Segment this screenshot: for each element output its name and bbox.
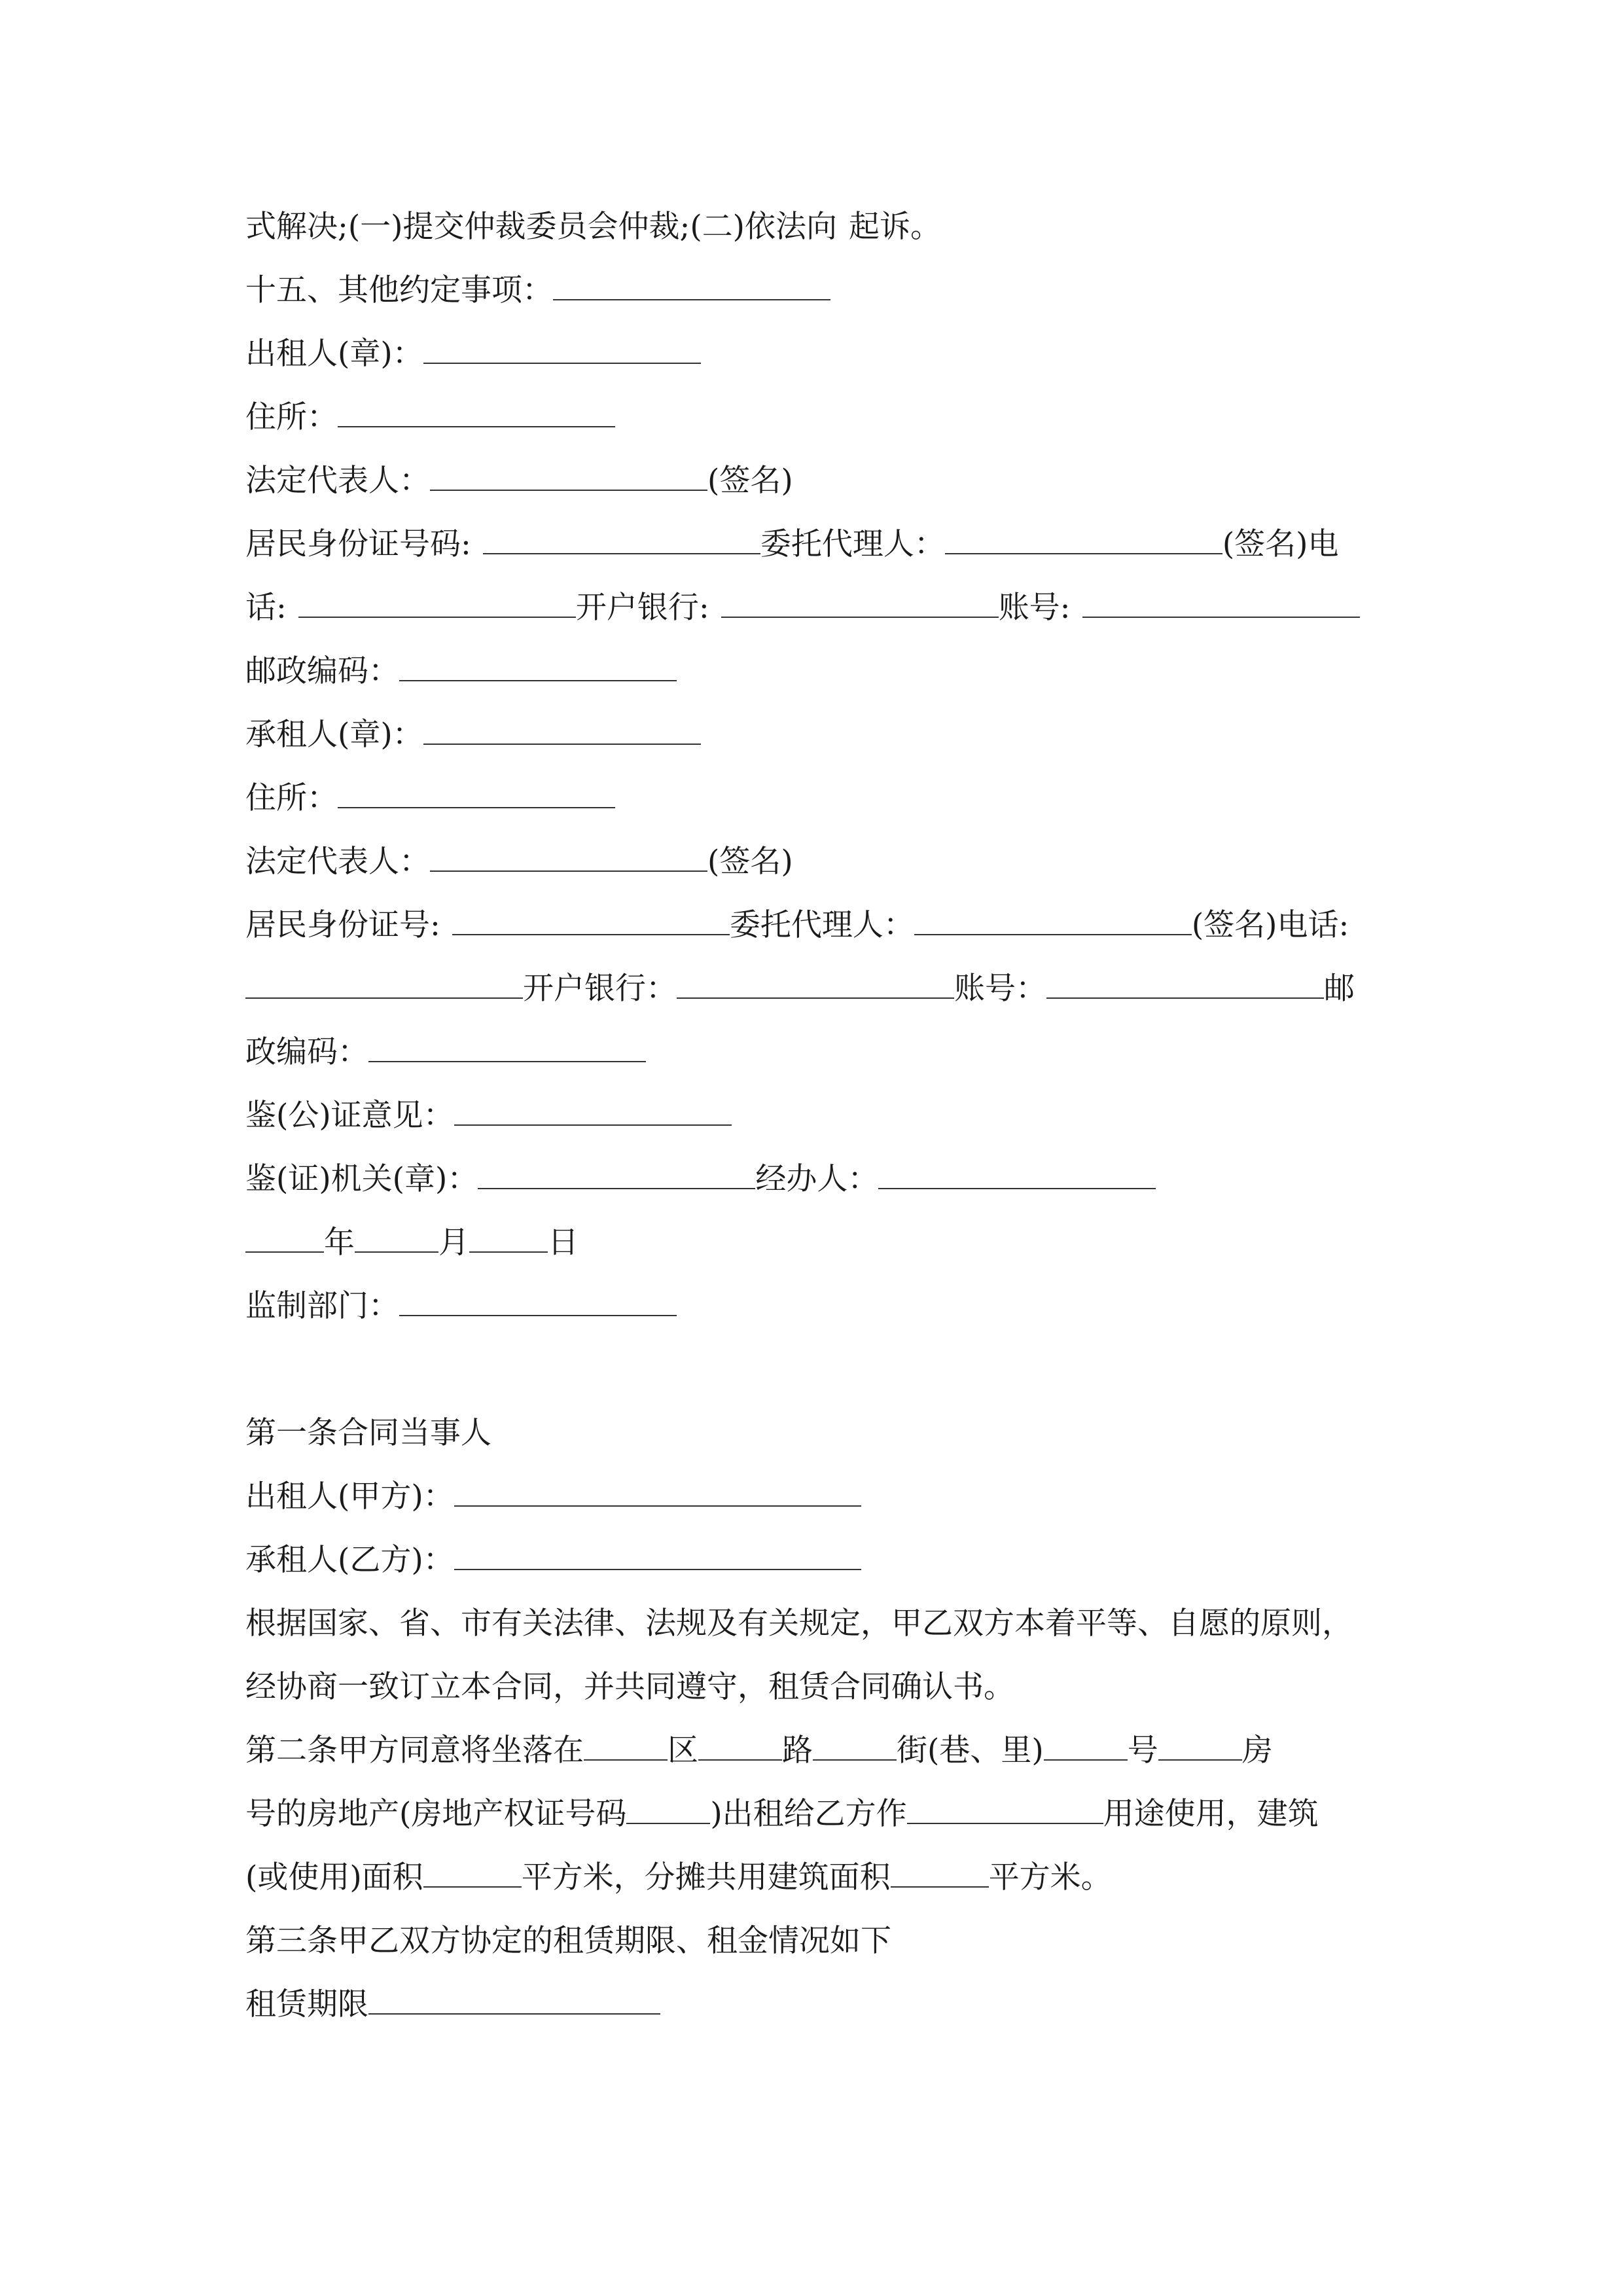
lessee-agent-sign: (签名)电话: xyxy=(1191,907,1349,943)
article-1-title: 第一条合同当事人 xyxy=(245,1415,491,1451)
lessor-address-label: 住所： xyxy=(245,399,338,435)
year-label: 年 xyxy=(324,1225,355,1261)
cert-number-blank[interactable] xyxy=(626,1798,710,1824)
lessee-postcode-row xyxy=(245,1026,646,1079)
lessee-address-blank[interactable] xyxy=(338,782,615,808)
supervision-label: 监制部门： xyxy=(245,1288,399,1324)
notary-opinion-row xyxy=(245,1090,732,1142)
lessor-bank-label: 开户银行: xyxy=(575,590,709,626)
street-blank[interactable] xyxy=(813,1734,897,1761)
article-1-heading xyxy=(245,1407,491,1460)
lessor-id-blank[interactable] xyxy=(483,528,760,554)
lessee-legal-rep-sign: (签名) xyxy=(707,844,793,880)
article-2-line-3 xyxy=(245,1852,1112,1904)
notary-opinion-label: 鉴(公)证意见： xyxy=(245,1098,454,1134)
notary-office-label: 鉴(证)机关(章)： xyxy=(245,1161,478,1197)
handler-blank[interactable] xyxy=(878,1163,1156,1189)
lease-term-blank[interactable] xyxy=(368,1988,660,2015)
lessor-seal-row xyxy=(245,328,701,380)
shared-area-blank[interactable] xyxy=(891,1861,989,1888)
lessor-phone-blank[interactable] xyxy=(298,592,576,618)
party-a-label: 出租人(甲方)： xyxy=(245,1479,454,1515)
lessor-id-label: 居民身份证号码: xyxy=(245,526,471,562)
lessee-postcode-start: 邮 xyxy=(1324,971,1355,1007)
lessor-account-label: 账号: xyxy=(998,590,1071,626)
area-unit: 平方米。 xyxy=(988,1859,1112,1895)
number-label: 号 xyxy=(1127,1732,1158,1768)
lessor-postcode-label: 邮政编码： xyxy=(245,653,399,689)
lessor-legal-rep-blank[interactable] xyxy=(430,465,707,491)
lessor-seal-label: 出租人(章)： xyxy=(245,336,423,372)
lessee-account-blank[interactable] xyxy=(1046,973,1324,999)
notary-office-blank[interactable] xyxy=(478,1163,755,1189)
lessee-id-label: 居民身份证号: xyxy=(245,907,440,943)
article-2-text-d: 用途使用，建筑 xyxy=(1103,1796,1319,1832)
lessee-agent-label: 委托代理人： xyxy=(729,907,914,943)
dispute-text-end: 起诉。 xyxy=(849,209,942,245)
article-3-heading xyxy=(245,1915,891,1967)
lessee-legal-rep-row xyxy=(245,836,793,888)
lessee-legal-rep-blank[interactable] xyxy=(430,846,707,872)
party-b-label: 承租人(乙方)： xyxy=(245,1542,454,1578)
lessor-postcode-row xyxy=(245,645,677,698)
month-label: 月 xyxy=(438,1225,469,1261)
other-terms-blank[interactable] xyxy=(553,274,830,300)
lessee-postcode-label: 政编码： xyxy=(245,1034,368,1070)
year-blank[interactable] xyxy=(245,1227,324,1253)
lessor-postcode-blank[interactable] xyxy=(399,655,677,681)
article-3-title: 第三条甲乙双方协定的租赁期限、租金情况如下 xyxy=(245,1923,891,1959)
notary-office-row xyxy=(245,1153,1156,1206)
lessee-bank-row xyxy=(245,963,1355,1015)
party-a-row xyxy=(245,1471,861,1523)
supervision-row xyxy=(245,1280,677,1333)
lessor-legal-rep-row xyxy=(245,455,793,507)
road-label: 路 xyxy=(782,1732,813,1768)
lessor-address-blank[interactable] xyxy=(338,401,615,427)
lessee-bank-label: 开户银行： xyxy=(523,971,677,1007)
lessor-phone-bank-row xyxy=(245,582,1360,634)
month-blank[interactable] xyxy=(355,1227,438,1253)
district-label: 区 xyxy=(668,1732,698,1768)
party-b-blank[interactable] xyxy=(454,1544,861,1570)
number-blank[interactable] xyxy=(1044,1734,1128,1761)
lessor-legal-rep-sign: (签名) xyxy=(707,463,793,499)
article-2-line-1 xyxy=(245,1725,1273,1777)
article-2-text-c: )出租给乙方作 xyxy=(710,1796,907,1832)
article-2-text-b: 号的房地产(房地产权证号码 xyxy=(245,1796,627,1832)
lessee-address-label: 住所： xyxy=(245,780,338,816)
day-label: 日 xyxy=(548,1225,579,1261)
lessor-address-row xyxy=(245,391,615,444)
street-label: 街(巷、里) xyxy=(897,1732,1044,1768)
preamble-text-1: 根据国家、省、市有关法律、法规及有关规定，甲乙双方本着平等、自愿的原则， xyxy=(245,1605,1353,1641)
lessee-postcode-blank[interactable] xyxy=(368,1036,646,1062)
purpose-blank[interactable] xyxy=(907,1798,1103,1824)
date-row xyxy=(245,1217,579,1269)
preamble-line-1 xyxy=(245,1598,1353,1650)
lessor-agent-label: 委托代理人： xyxy=(760,526,945,562)
day-blank[interactable] xyxy=(469,1227,548,1253)
lessee-seal-blank[interactable] xyxy=(423,719,701,745)
preamble-line-2 xyxy=(245,1661,1014,1713)
lease-term-row xyxy=(245,1979,660,2031)
lessee-seal-row xyxy=(245,709,701,761)
lessor-agent-sign: (签名)电 xyxy=(1222,526,1339,562)
lessee-agent-blank[interactable] xyxy=(914,909,1192,935)
shared-area-label: 平方米，分摊共用建筑面积 xyxy=(521,1859,891,1895)
article-2-text-a: 第二条甲方同意将坐落在 xyxy=(245,1732,584,1768)
other-terms-label: 十五、其他约定事项： xyxy=(245,272,553,308)
lessee-phone-blank[interactable] xyxy=(245,973,523,999)
lessor-bank-blank[interactable] xyxy=(721,592,999,618)
article-2-line-2 xyxy=(245,1788,1319,1840)
lessee-address-row xyxy=(245,772,615,825)
preamble-text-2: 经协商一致订立本合同，并共同遵守，租赁合同确认书。 xyxy=(245,1669,1014,1705)
supervision-blank[interactable] xyxy=(399,1290,677,1316)
lessor-account-blank[interactable] xyxy=(1082,592,1360,618)
room-blank[interactable] xyxy=(1158,1734,1242,1761)
road-blank[interactable] xyxy=(698,1734,782,1761)
lessee-legal-rep-label: 法定代表人： xyxy=(245,844,430,880)
notary-opinion-blank[interactable] xyxy=(454,1100,732,1126)
lease-term-label: 租赁期限 xyxy=(245,1986,368,2022)
lessor-seal-blank[interactable] xyxy=(423,338,701,364)
dispute-text: 式解决;(一)提交仲裁委员会仲裁;(二)依法向 xyxy=(245,209,838,245)
party-a-blank[interactable] xyxy=(454,1480,861,1507)
lessor-phone-label: 话: xyxy=(245,590,287,626)
lessee-account-label: 账号： xyxy=(954,971,1046,1007)
lessee-id-row xyxy=(245,899,1349,952)
lessor-legal-rep-label: 法定代表人： xyxy=(245,463,430,499)
party-b-row xyxy=(245,1534,861,1587)
lessor-agent-blank[interactable] xyxy=(945,528,1222,554)
lessee-bank-blank[interactable] xyxy=(677,973,954,999)
clause-15-other-terms xyxy=(245,264,830,317)
lessor-id-row xyxy=(245,518,1339,571)
area-label: (或使用)面积 xyxy=(245,1859,423,1895)
handler-label: 经办人： xyxy=(755,1161,879,1197)
lessee-id-blank[interactable] xyxy=(452,909,730,935)
area-blank[interactable] xyxy=(423,1861,522,1888)
room-label: 房 xyxy=(1241,1732,1273,1768)
clause-dispute-resolution xyxy=(245,201,941,253)
lessee-seal-label: 承租人(章)： xyxy=(245,717,423,753)
district-blank[interactable] xyxy=(584,1734,668,1761)
